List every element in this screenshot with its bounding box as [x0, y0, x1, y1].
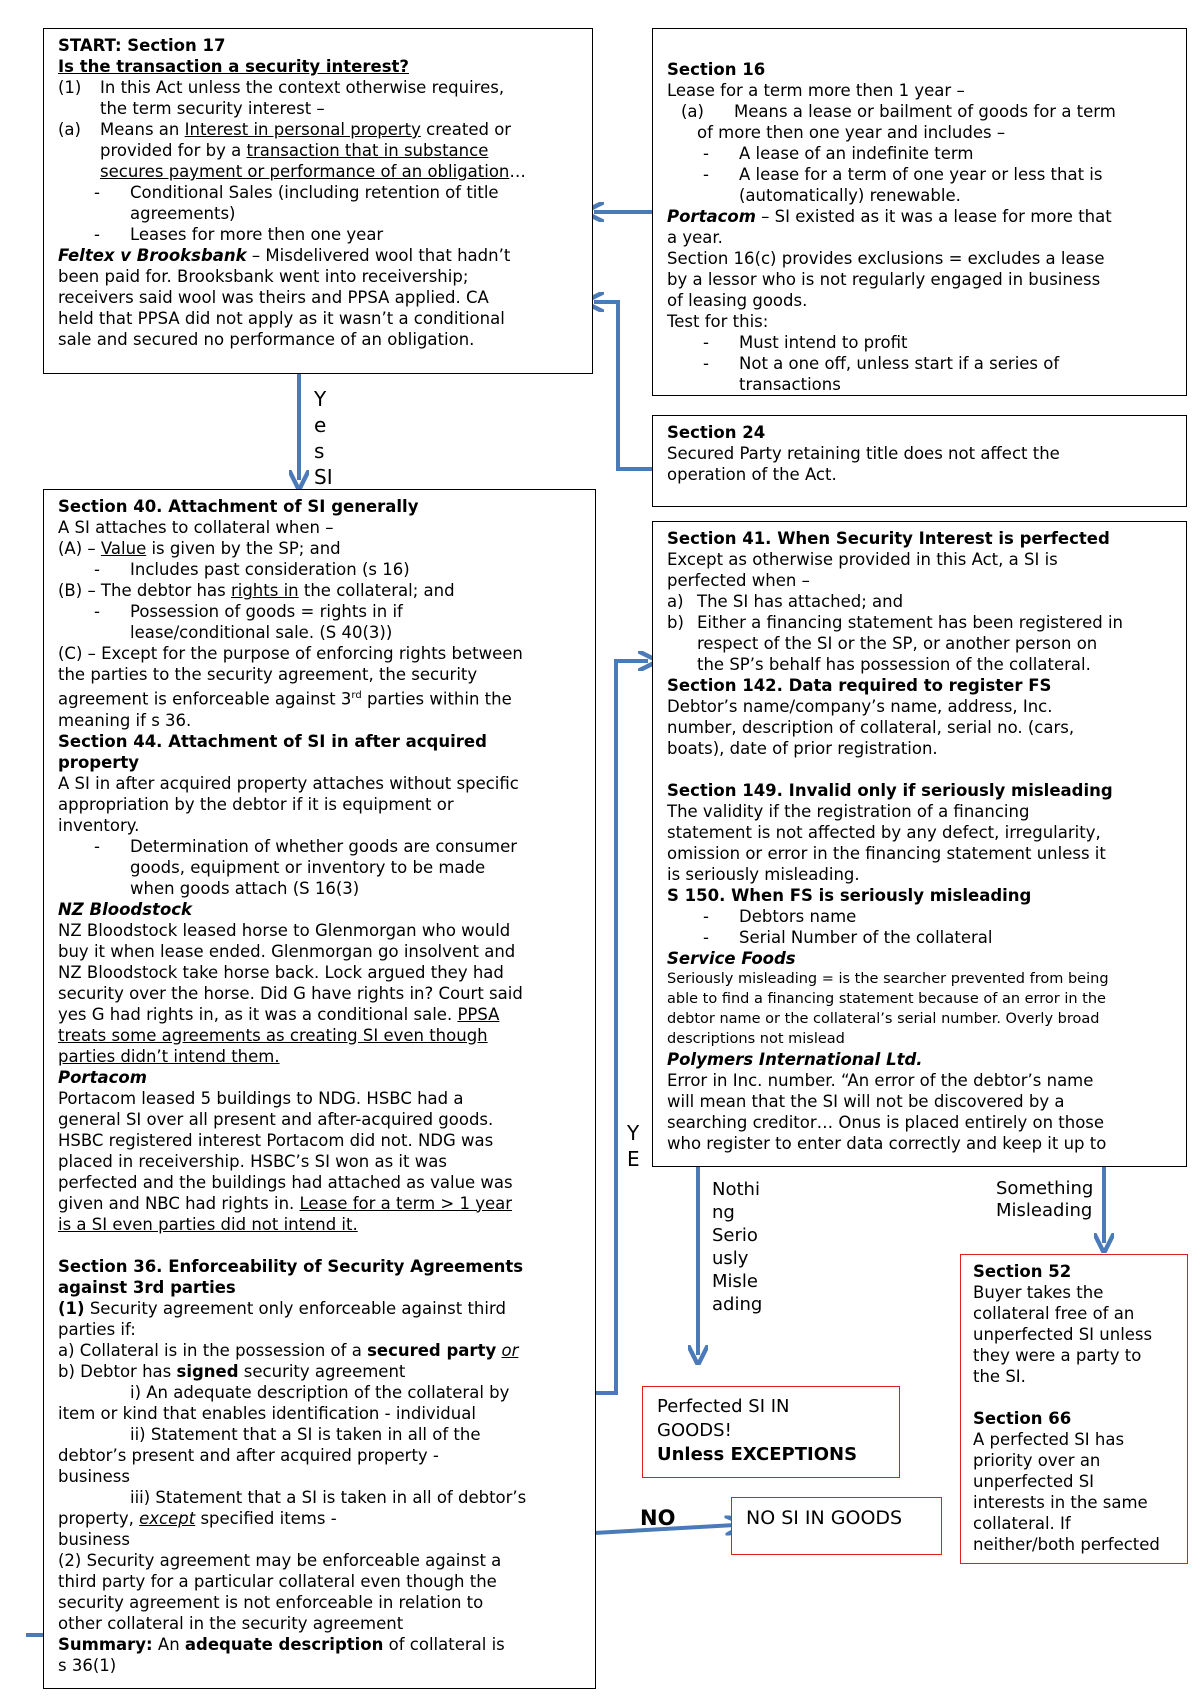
- nz-bloodstock-l6: treats some agreements as creating SI even though: [58, 1025, 488, 1045]
- section40-box: [43, 489, 596, 1689]
- section41-l2: perfected when –: [667, 571, 810, 590]
- section41-box: [652, 521, 1187, 1167]
- section24-l1: Secured Party retaining title does not affect the: [667, 444, 1060, 463]
- portacom-l6: given and NBC had rights in. Lease for a term > 1 year: [58, 1193, 513, 1213]
- nz-bloodstock-title: NZ Bloodstock: [58, 899, 193, 919]
- nz-bloodstock-l4: security over the horse. Did G have rights in? Court said: [58, 983, 523, 1003]
- section44-title: Section 44. Attachment of SI in after acquired: [58, 731, 487, 751]
- section52-l2: collateral free of an: [973, 1304, 1135, 1323]
- section44-b1-l3: when goods attach (S 16(3): [130, 878, 360, 898]
- section40-c-l4: meaning if s 36.: [58, 710, 192, 730]
- section17-bullet1: - Conditional Sales (including retention of title: [94, 183, 499, 202]
- section36-p2-l3: security agreement is not enforceable in relation to: [58, 1592, 484, 1612]
- section36-b: b) Debtor has signed security agreement: [58, 1361, 406, 1381]
- section66-title: Section 66: [973, 1409, 1072, 1428]
- section52-box: [960, 1254, 1188, 1564]
- section142-title: Section 142. Data required to register FS: [667, 676, 1052, 695]
- section44-l3: inventory.: [58, 815, 140, 835]
- section17-box: [43, 28, 593, 374]
- section36-ii: ii) Statement that a SI is taken in all of the: [130, 1424, 481, 1444]
- feltex-l4: held that PPSA did not apply as it wasn’t a conditional: [58, 309, 505, 328]
- section24-box: [652, 415, 1187, 507]
- section24-title: Section 24: [667, 423, 766, 442]
- section66-l1: A perfected SI has: [973, 1430, 1125, 1449]
- polymers-l2: will mean that the SI will not be discovered by a: [667, 1092, 1065, 1111]
- section40-l1: A SI attaches to collateral when –: [58, 518, 334, 537]
- section41-b-l2: respect of the SI or the SP, or another person on: [697, 634, 1098, 653]
- section16-b1: - A lease of an indefinite term: [703, 144, 974, 163]
- feltex-case: Feltex v Brooksbank – Misdelivered wool that hadn’t: [58, 246, 511, 265]
- section36-p2-l1: (2) Security agreement may be enforceable against a: [58, 1550, 502, 1570]
- section36-title-cont: against 3rd parties: [58, 1277, 236, 1297]
- portacom-l3: HSBC registered interest Portacom did not. NDG was: [58, 1130, 494, 1150]
- section149-l4: is seriously misleading.: [667, 865, 860, 884]
- section142-l3: boats), date of prior registration.: [667, 739, 938, 758]
- portacom-title: Portacom: [58, 1067, 147, 1087]
- feltex-l2: been paid for. Brooksbank went into receivership;: [58, 267, 469, 286]
- section36-iii: iii) Statement that a SI is taken in all of debtor’s: [130, 1487, 527, 1507]
- section66-l4: interests in the same: [973, 1493, 1148, 1512]
- no-si-box: [731, 1497, 942, 1555]
- section44-l1: A SI in after acquired property attaches without specific: [58, 773, 519, 793]
- service-foods-l2: able to find a financing statement because of an error in the: [667, 991, 1106, 1007]
- section36-p2-l2: third party for a particular collateral even though the: [58, 1571, 497, 1591]
- arrow-section36-to-section41: [594, 661, 648, 1393]
- no-si-text: NO SI IN GOODS: [746, 1507, 903, 1529]
- section66-l2: priority over an: [973, 1451, 1101, 1470]
- section16-c-l1: Section 16(c) provides exclusions = excludes a lease: [667, 249, 1105, 268]
- perfected-l1: Perfected SI IN: [657, 1396, 790, 1417]
- section16-portacom-l2: a year.: [667, 228, 723, 247]
- section149-l1: The validity if the registration of a financing: [667, 802, 1030, 821]
- section44-b1-l2: goods, equipment or inventory to be made: [130, 857, 486, 877]
- section41-b-l3: the SP’s behalf has possession of the collateral.: [697, 655, 1091, 674]
- section16-box: [652, 28, 1187, 396]
- section149-title: Section 149. Invalid only if seriously misleading: [667, 781, 1113, 800]
- portacom-l5: perfected and the buildings had attached as value was: [58, 1172, 513, 1192]
- section16-t1: - Must intend to profit: [703, 333, 908, 352]
- something-misleading-label: Something Misleading: [996, 1178, 1094, 1221]
- section16-b2: - A lease for a term of one year or less that is: [703, 165, 1103, 184]
- section40-b-b1: - Possession of goods = rights in if: [94, 602, 403, 621]
- section17-bullet1-cont: agreements): [130, 204, 236, 223]
- nz-bloodstock-l7: parties didn’t intend them.: [58, 1046, 280, 1066]
- section16-c-l2: by a lessor who is not regularly engaged in business: [667, 270, 1101, 289]
- service-foods-l1: Seriously misleading = is the searcher prevented from being: [667, 971, 1109, 987]
- section36-p1: (1) Security agreement only enforceable against third: [58, 1298, 506, 1318]
- section24-l2: operation of the Act.: [667, 465, 837, 484]
- section142-l2: number, description of collateral, serial no. (cars,: [667, 718, 1075, 737]
- section41-l1: Except as otherwise provided in this Act, a SI is: [667, 550, 1058, 569]
- section150-title: S 150. When FS is seriously misleading: [667, 886, 1032, 905]
- section17-defa-l3: secures payment or performance of an obligation…: [100, 162, 526, 181]
- section17-question: Is the transaction a security interest?: [58, 57, 409, 76]
- section150-b2: - Serial Number of the collateral: [703, 928, 993, 947]
- nz-bloodstock-l2: buy it when lease ended. Glenmorgan go insolvent and: [58, 941, 516, 961]
- section36-p1-cont: parties if:: [58, 1319, 136, 1339]
- section36-summary-cont: s 36(1): [58, 1655, 117, 1675]
- portacom-l4: placed in receivership. HSBC’s SI won as it was: [58, 1151, 447, 1171]
- section52-l1: Buyer takes the: [973, 1283, 1104, 1302]
- section149-l3: omission or error in the financing statement unless it: [667, 844, 1106, 863]
- section16-title: Section 16: [667, 60, 766, 79]
- section66-l3: unperfected SI: [973, 1472, 1095, 1491]
- feltex-l5: sale and secured no performance of an obligation.: [58, 330, 475, 349]
- section52-title: Section 52: [973, 1262, 1072, 1281]
- section44-l2: appropriation by the debtor if it is equipment or: [58, 794, 454, 814]
- section41-a: a) The SI has attached; and: [667, 592, 904, 611]
- section40-a: (A) – Value is given by the SP; and: [58, 539, 341, 558]
- section66-l5: collateral. If: [973, 1514, 1071, 1533]
- section16-b2-cont: (automatically) renewable.: [739, 186, 961, 205]
- section36-ii-cont: debtor’s present and after acquired property -: [58, 1445, 439, 1465]
- service-foods-title: Service Foods: [667, 949, 796, 968]
- service-foods-l3: debtor name or the collateral’s serial number. Overly broad: [667, 1011, 1100, 1027]
- section17-bullet2: - Leases for more then one year: [94, 225, 384, 244]
- section44-title-cont: property: [58, 752, 140, 772]
- section16-t2: - Not a one off, unless start if a series of: [703, 354, 1060, 373]
- polymers-l3: searching creditor… Onus is placed entirely on those: [667, 1113, 1105, 1132]
- section16-portacom: Portacom – SI existed as it was a lease for more that: [667, 207, 1112, 226]
- section40-c-l1: (C) – Except for the purpose of enforcing rights between: [58, 644, 523, 663]
- portacom-l7: is a SI even parties did not intend it.: [58, 1214, 358, 1234]
- section66-l6: neither/both perfected: [973, 1535, 1160, 1554]
- section52-l4: they were a party to: [973, 1346, 1142, 1365]
- section17-defa: (a) Means an Interest in personal property created or: [58, 120, 512, 139]
- section16-t3: transactions: [739, 375, 841, 394]
- section40-a-b1: - Includes past consideration (s 16): [94, 560, 410, 579]
- section150-b1: - Debtors name: [703, 907, 857, 926]
- perfected-l3: Unless EXCEPTIONS: [657, 1444, 858, 1465]
- section40-c-l3: agreement is enforceable against 3rd parties within the: [58, 689, 512, 709]
- yes-label-mid: Y E: [627, 1121, 640, 1171]
- feltex-l3: receivers said wool was theirs and PPSA applied. CA: [58, 288, 489, 307]
- polymers-l1: Error in Inc. number. “An error of the debtor’s name: [667, 1071, 1094, 1090]
- section52-l5: the SI.: [973, 1367, 1026, 1386]
- section149-l2: statement is not affected by any defect, irregularity,: [667, 823, 1101, 842]
- section16-a-cont: of more then one year and includes –: [697, 123, 1006, 142]
- section41-title: Section 41. When Security Interest is perfected: [667, 529, 1110, 548]
- nz-bloodstock-l3: NZ Bloodstock take horse back. Lock argued they had: [58, 962, 504, 982]
- section36-summary: Summary: An adequate description of collateral is: [58, 1634, 505, 1654]
- arrow-section24-to-section17: [594, 302, 652, 469]
- section41-b: b) Either a financing statement has been registered in: [667, 613, 1123, 632]
- section40-b: (B) – The debtor has rights in the collateral; and: [58, 581, 455, 600]
- nz-bloodstock-l5: yes G had rights in, as it was a conditional sale. PPSA: [58, 1004, 500, 1024]
- section44-b1: - Determination of whether goods are consumer: [94, 836, 518, 856]
- section17-title: START: Section 17: [58, 36, 226, 55]
- portacom-l1: Portacom leased 5 buildings to NDG. HSBC had a: [58, 1088, 464, 1108]
- polymers-l4: who register to enter data correctly and keep it up to: [667, 1134, 1107, 1153]
- section36-a: a) Collateral is in the possession of a secured party or: [58, 1340, 519, 1360]
- section142-l1: Debtor’s name/company’s name, address, Inc.: [667, 697, 1053, 716]
- section40-title: Section 40. Attachment of SI generally: [58, 497, 419, 516]
- section17-def1: (1) In this Act unless the context otherwise requires,: [58, 78, 505, 97]
- section52-l3: unperfected SI unless: [973, 1325, 1153, 1344]
- section40-b-b1-cont: lease/conditional sale. (S 40(3)): [130, 623, 393, 642]
- nothing-misleading-label: Nothi ng Serio usly Misle ading: [712, 1179, 763, 1315]
- yes-label-top: Y e s SI: [314, 387, 333, 486]
- section36-title: Section 36. Enforceability of Security Agreements: [58, 1256, 524, 1276]
- section36-i: i) An adequate description of the collateral by: [130, 1382, 510, 1402]
- section16-a: (a) Means a lease or bailment of goods for a term: [681, 102, 1116, 121]
- section36-ii-cont2: business: [58, 1466, 130, 1486]
- section17-defa-l2: provided for by a transaction that in substance: [100, 141, 489, 160]
- nz-bloodstock-l1: NZ Bloodstock leased horse to Glenmorgan who would: [58, 920, 511, 940]
- section36-iii-cont2: business: [58, 1529, 130, 1549]
- no-label: NO: [640, 1506, 676, 1530]
- section36-iii-cont: property, except specified items -: [58, 1508, 337, 1528]
- section40-c-l2: the parties to the security agreement, the security: [58, 665, 478, 684]
- perfected-l2: GOODS!: [657, 1420, 732, 1441]
- section36-p2-l4: other collateral in the security agreement: [58, 1613, 404, 1633]
- polymers-title: Polymers International Ltd.: [667, 1050, 923, 1069]
- section16-l1: Lease for a term more then 1 year –: [667, 81, 965, 100]
- perfected-si-box: [642, 1386, 900, 1478]
- service-foods-l4: descriptions not mislead: [667, 1031, 845, 1047]
- section16-c-l3: of leasing goods.: [667, 291, 808, 310]
- section16-test: Test for this:: [667, 312, 769, 331]
- section36-i-cont: item or kind that enables identification - individual: [58, 1403, 476, 1423]
- portacom-l2: general SI over all present and after-acquired goods.: [58, 1109, 494, 1129]
- section17-def1-cont: the term security interest –: [100, 99, 325, 118]
